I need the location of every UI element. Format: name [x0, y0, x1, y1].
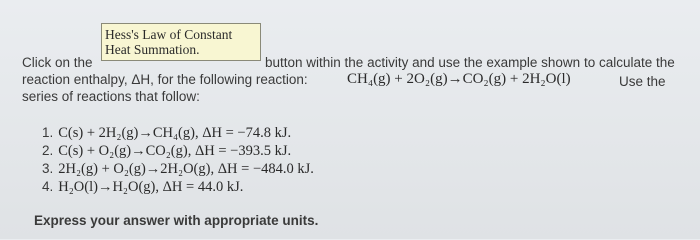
reaction-equation: H₂O(l)→H₂O(g), ΔH = 44.0 kJ. [58, 179, 244, 195]
instruction-text-3: series of reactions that follow: [22, 89, 200, 104]
target-reaction-equation: CH₄(g) + 2O₂(g)→CO₂(g) + 2H₂O(l) [347, 71, 571, 87]
hess-button-line2: Heat Summation. [105, 42, 200, 57]
list-item [42, 178, 314, 196]
reaction-number: 3. [42, 161, 54, 176]
list-item [42, 124, 314, 142]
click-on-text: Click on the [22, 55, 93, 70]
instruction-text-1: button within the activity and use the example shown to calculate the [265, 55, 675, 70]
hess-law-activity-button[interactable] [101, 23, 261, 61]
list-item [42, 160, 314, 178]
reaction-number: 1. [42, 125, 54, 140]
hess-button-line1: Hess's Law of Constant [105, 27, 233, 42]
reaction-number: 2. [42, 143, 54, 158]
instruction-text-2: reaction enthalpy, ΔH, for the following reaction: [22, 72, 308, 87]
reaction-equation: C(s) + O₂(g)→CO₂(g), ΔH = −393.5 kJ. [58, 143, 292, 159]
use-the-text: Use the [619, 74, 666, 89]
reaction-equation: C(s) + 2H₂(g)→CH₄(g), ΔH = −74.8 kJ. [58, 125, 292, 141]
reaction-equation: 2H₂(g) + O₂(g)→2H₂O(g), ΔH = −484.0 kJ. [58, 161, 314, 177]
answer-prompt: Express your answer with appropriate units. [34, 213, 319, 228]
reaction-number: 4. [42, 179, 54, 194]
reaction-list [42, 124, 314, 196]
list-item [42, 142, 314, 160]
